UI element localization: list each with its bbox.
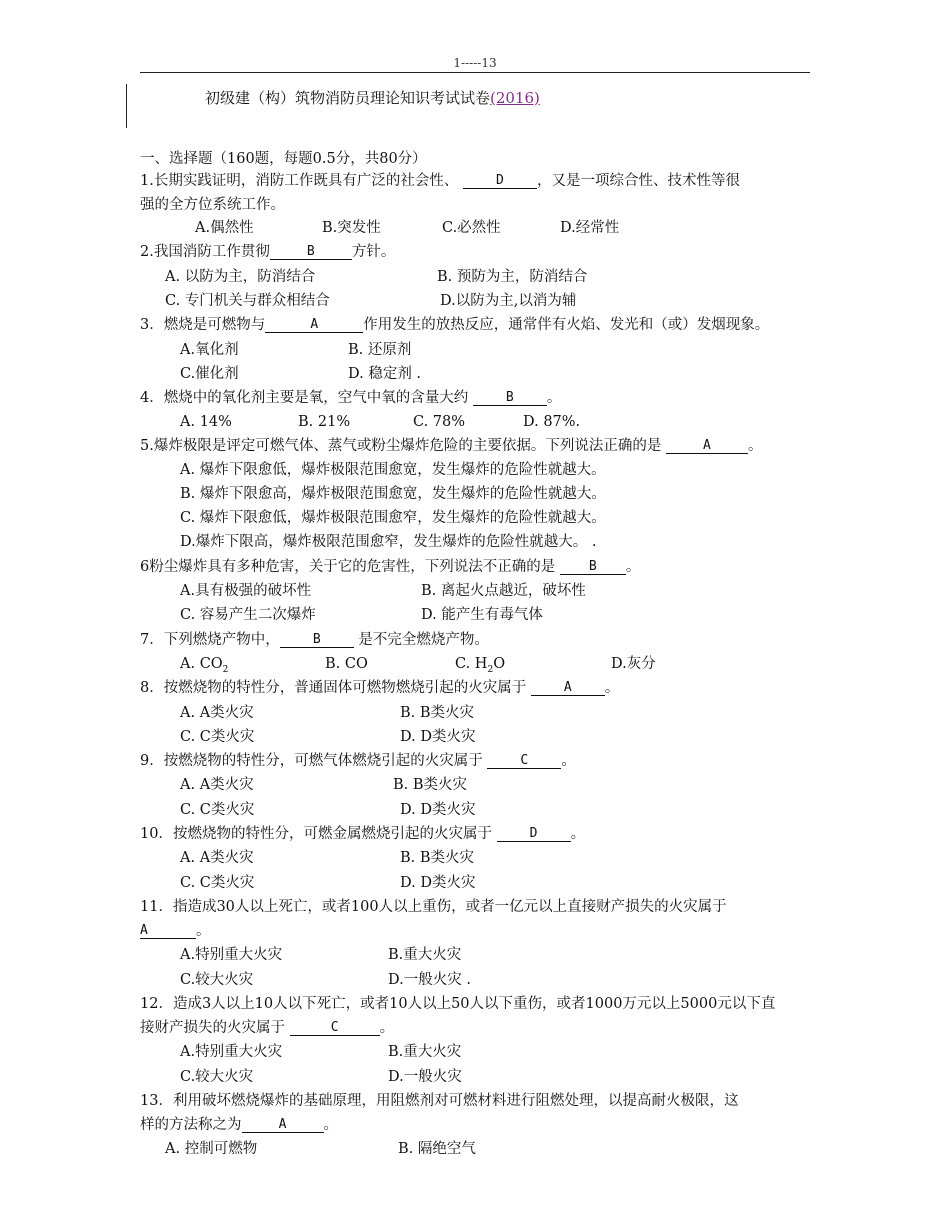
q1-stem-line2: 强的全方位系统工作。 (140, 197, 285, 213)
q7-stem-end: 是不完全燃烧产物。 (358, 632, 489, 648)
q10-option-b: B. B类火灾 (400, 850, 475, 866)
q10-option-a: A. A类火灾 (180, 850, 254, 866)
q8-stem: 8．按燃烧物的特性分，普通固体可燃物燃烧引起的火灾属于 (140, 680, 527, 696)
question-7 (140, 631, 489, 649)
q2-stem: 2.我国消防工作贯彻 (140, 244, 270, 260)
page-range-header: 1-----13 (453, 56, 497, 70)
q5-option-c: C. 爆炸下限愈低，爆炸极限范围愈窄，发生爆炸的危险性就越大。 (180, 510, 606, 526)
question-1 (140, 172, 740, 190)
q9-option-d: D. D类火灾 (400, 802, 476, 818)
q12-answer-line (140, 1019, 394, 1037)
q4-option-c: C. 78% (413, 414, 466, 430)
q4-option-b: B. 21% (298, 414, 351, 430)
q11-option-b: B.重大火灾 (388, 947, 462, 963)
q9-option-c: C. C类火灾 (180, 802, 255, 818)
q10-stem-end: 。 (570, 826, 586, 842)
q12-option-b: B.重大火灾 (388, 1044, 462, 1060)
q7-option-a-subscript: 2 (222, 664, 229, 675)
q9-stem: 9．按燃烧物的特性分，可燃气体燃烧引起的火灾属于 (140, 753, 483, 769)
q1-stem-end: ，又是一项综合性、技术性等很 (536, 173, 740, 189)
q7-option-b: B. CO (325, 656, 368, 672)
question-8 (140, 679, 619, 697)
q10-stem: 10．按燃烧物的特性分，可燃金属燃烧引起的火灾属于 (140, 826, 492, 842)
q3-option-c: C.催化剂 (180, 366, 239, 382)
q3-stem: 3．燃烧是可燃物与 (140, 317, 266, 333)
q12-answer-blank: C (290, 1020, 380, 1036)
q1-option-b: B.突发性 (322, 220, 381, 236)
q3-answer-blank: A (265, 317, 363, 333)
q13-answer-line (140, 1116, 338, 1134)
q12-stem-end: 。 (379, 1020, 395, 1036)
q7-option-a-text: A. CO (180, 656, 223, 672)
q11-option-d: D.一般火灾 . (388, 972, 471, 988)
q7-option-c-subscript: 2 (487, 664, 494, 675)
q9-stem-end: 。 (561, 753, 576, 769)
q10-answer-blank: D (497, 826, 571, 842)
q5-stem: 5.爆炸极限是评定可燃气体、蒸气或粉尘爆炸危险的主要依据。下列说法正确的是 (140, 438, 662, 454)
q1-answer-blank: D (463, 173, 537, 189)
q13-answer-blank: A (242, 1117, 324, 1133)
q8-option-a: A. A类火灾 (180, 705, 254, 721)
document-title (205, 87, 540, 108)
q1-option-d: D.经常性 (560, 220, 620, 236)
q2-option-b: B. 预防为主，防消结合 (437, 269, 588, 285)
question-13: 13．利用破坏燃烧爆炸的基础原理，用阻燃剂对可燃材料进行阻燃处理，以提高耐火极限，这 (140, 1093, 739, 1109)
question-2 (140, 243, 395, 261)
q6-option-b: B. 离起火点越近，破坏性 (421, 583, 586, 599)
q6-option-d: D. 能产生有毒气体 (421, 607, 543, 623)
q7-answer-blank: B (280, 632, 354, 648)
q8-answer-blank: A (531, 680, 605, 696)
q4-option-a: A. 14% (180, 414, 232, 430)
q4-stem-end: 。 (546, 390, 562, 406)
q8-option-c: C. C类火灾 (180, 729, 255, 745)
q12-stem: 接财产损失的火灾属于 (140, 1020, 285, 1036)
q11-stem-end: 。 (196, 923, 211, 939)
question-5 (140, 437, 762, 455)
q11-answer-line (140, 922, 211, 940)
title-year-link[interactable]: (2016) (490, 89, 540, 107)
q1-option-a: A.偶然性 (195, 220, 254, 236)
q7-option-c-text: C. H (455, 656, 488, 672)
q3-stem-end: 作用发生的放热反应，通常伴有火焰、发光和（或）发烟现象。 (363, 317, 770, 333)
question-11: 11．指造成30人以上死亡，或者100人以上重伤，或者一亿元以上直接财产损失的火灾属于 (140, 899, 727, 915)
margin-bar (126, 84, 127, 128)
q5-option-a: A. 爆炸下限愈低，爆炸极限范围愈宽，发生爆炸的危险性就越大。 (180, 462, 606, 478)
q9-option-a: A. A类火灾 (180, 777, 254, 793)
q7-option-a (180, 655, 228, 679)
q7-option-c-tail: O (493, 656, 506, 672)
q2-answer-blank: B (270, 244, 352, 260)
q6-option-a: A.具有极强的破坏性 (180, 583, 312, 599)
q1-option-c: C.必然性 (442, 220, 501, 236)
q5-stem-end: 。 (747, 438, 763, 454)
q13-option-a: A. 控制可燃物 (165, 1141, 258, 1157)
q11-option-a: A.特别重大火灾 (180, 947, 283, 963)
q7-option-d: D.灰分 (611, 656, 656, 672)
q10-option-d: D. D类火灾 (400, 875, 476, 891)
q7-stem: 7．下列燃烧产物中， (140, 632, 280, 648)
q12-option-d: D.一般火灾 (388, 1069, 462, 1085)
q2-option-a: A. 以防为主，防消结合 (165, 269, 316, 285)
q1-stem: 1.长期实践证明，消防工作既具有广泛的社会性、 (140, 173, 459, 189)
title-text: 初级建（构）筑物消防员理论知识考试试卷 (205, 89, 491, 107)
q2-option-c: C. 专门机关与群众相结合 (165, 293, 330, 309)
q3-option-a: A.氧化剂 (180, 342, 239, 358)
q12-option-c: C.较大火灾 (180, 1069, 254, 1085)
q6-stem: 6粉尘爆炸具有多种危害，关于它的危害性，下列说法不正确的是 (140, 559, 556, 575)
q5-answer-blank: A (666, 438, 748, 454)
q5-option-d: D.爆炸下限高，爆炸极限范围愈窄，发生爆炸的危险性就越大。 . (180, 534, 597, 550)
q4-answer-blank: B (473, 390, 547, 406)
section-heading: 一、选择题（160题，每题0.5分，共80分） (140, 151, 427, 167)
q8-option-b: B. B类火灾 (400, 705, 475, 721)
q2-stem-end: 方针。 (351, 244, 396, 260)
q13-option-b: B. 隔绝空气 (398, 1141, 476, 1157)
question-4 (140, 389, 561, 407)
q9-answer-blank: C (487, 753, 561, 769)
q6-stem-end: 。 (625, 559, 641, 575)
q2-option-d: D.以防为主,以消为辅 (440, 293, 577, 309)
q4-stem: 4．燃烧中的氧化剂主要是氧，空气中氧的含量大约 (140, 390, 469, 406)
q8-option-d: D. D类火灾 (400, 729, 476, 745)
q10-option-c: C. C类火灾 (180, 875, 255, 891)
q4-option-d: D. 87%. (523, 414, 581, 430)
q6-option-c: C. 容易产生二次爆炸 (180, 607, 316, 623)
q13-stem-end: 。 (323, 1117, 338, 1133)
q11-answer-blank: A (140, 923, 196, 939)
question-6 (140, 558, 640, 576)
q11-option-c: C.较大火灾 (180, 972, 254, 988)
question-3 (140, 316, 769, 334)
q5-option-b: B. 爆炸下限愈高，爆炸极限范围愈宽，发生爆炸的危险性就越大。 (180, 486, 606, 502)
q3-option-d: D. 稳定剂 . (348, 366, 422, 382)
question-9 (140, 752, 576, 770)
question-12: 12．造成3人以上10人以下死亡，或者10人以上50人以下重伤，或者1000万元以上5000元以下直 (140, 996, 776, 1012)
question-10 (140, 825, 585, 843)
q13-stem: 样的方法称之为 (140, 1117, 242, 1133)
q8-stem-end: 。 (604, 680, 620, 696)
q3-option-b: B. 还原剂 (348, 342, 412, 358)
q6-answer-blank: B (560, 559, 626, 575)
q7-option-c (455, 655, 505, 679)
q9-option-b: B. B类火灾 (393, 777, 468, 793)
q12-option-a: A.特别重大火灾 (180, 1044, 283, 1060)
header-rule (140, 72, 810, 73)
